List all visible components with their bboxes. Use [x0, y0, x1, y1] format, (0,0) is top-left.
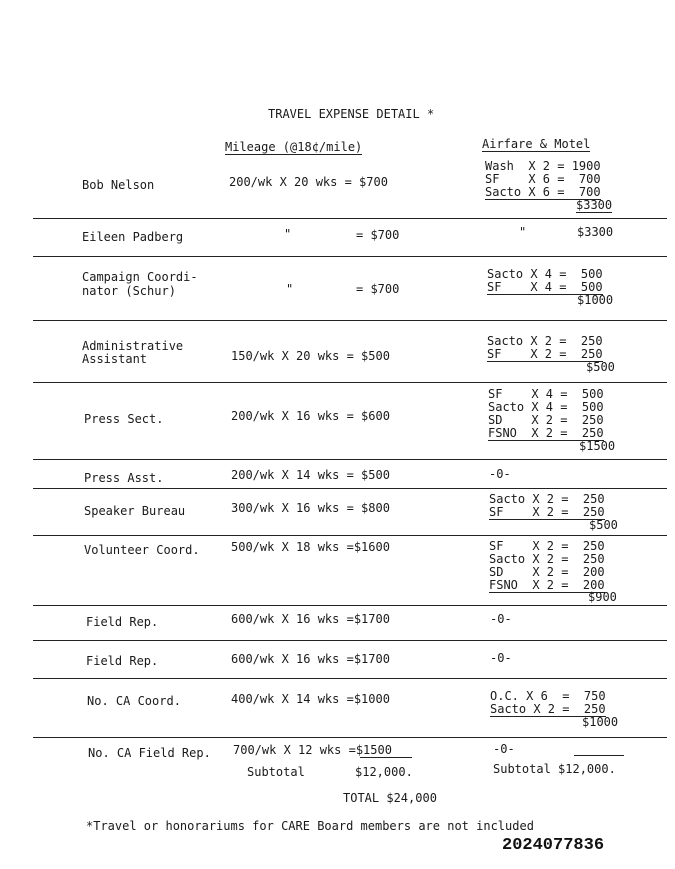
- row-divider: [33, 218, 667, 219]
- airfare-line: SD X 2 = 250: [488, 413, 604, 427]
- airfare-line: Wash X 2 = 1900: [485, 159, 601, 173]
- row-divider: [33, 320, 667, 321]
- row-divider: [33, 678, 667, 679]
- row-mileage: 200/wk X 20 wks = $700: [229, 175, 388, 189]
- row-mileage: 400/wk X 14 wks =$1000: [231, 692, 390, 706]
- airfare-line: O.C. X 6 = 750: [490, 689, 606, 703]
- airfare-none: -0-: [489, 467, 511, 481]
- row-name: Press Sect.: [84, 412, 164, 426]
- row-mileage: = $700: [356, 282, 400, 296]
- airfare-none: -0-: [493, 742, 515, 756]
- airfare-none: -0-: [490, 612, 512, 626]
- row-name: Volunteer Coord.: [84, 543, 200, 557]
- row-mileage: 150/wk X 20 wks = $500: [231, 349, 390, 363]
- ditto-mark: ": [286, 282, 294, 296]
- row-name: Bob Nelson: [82, 178, 155, 192]
- row-name: nator (Schur): [82, 284, 176, 298]
- document-title: TRAVEL EXPENSE DETAIL *: [268, 107, 435, 121]
- row-mileage: 700/wk X 12 wks =$1500: [233, 743, 392, 757]
- row-mileage: 600/wk X 16 wks =$1700: [231, 652, 390, 666]
- mileage-subtotal-label: Subtotal: [247, 765, 305, 779]
- row-name: Campaign Coordi-: [82, 270, 198, 284]
- row-name: Field Rep.: [86, 615, 159, 629]
- mileage-subtotal-underline: [360, 757, 412, 758]
- airfare-line: SF X 4 = 500: [487, 280, 603, 294]
- airfare-line: Sacto X 4 = 500: [488, 400, 604, 414]
- row-mileage: = $700: [356, 228, 400, 242]
- airfare-total: $1500: [579, 439, 616, 453]
- row-name: Assistant: [82, 352, 148, 366]
- airfare-line: SD X 2 = 200: [489, 565, 605, 579]
- mileage-header: Mileage (@18¢/mile): [225, 140, 363, 154]
- row-mileage: 500/wk X 18 wks =$1600: [231, 540, 390, 554]
- airfare-line: Sacto X 2 = 250: [489, 492, 605, 506]
- airfare-header: Airfare & Motel: [482, 137, 591, 151]
- row-divider: [33, 488, 667, 489]
- grand-total: TOTAL $24,000: [343, 791, 437, 805]
- row-name: Administrative: [82, 339, 184, 353]
- row-name: Speaker Bureau: [84, 504, 186, 518]
- airfare-line: Sacto X 2 = 250: [489, 552, 605, 566]
- airfare-line: SF X 2 = 250: [487, 347, 603, 361]
- document-serial-number: 2024077836: [502, 836, 605, 855]
- airfare-line: SF X 4 = 500: [488, 387, 604, 401]
- airfare-line: Sacto X 2 = 250: [490, 702, 606, 716]
- airfare-line: SF X 2 = 250: [489, 539, 605, 553]
- airfare-subtotal-underline: [574, 755, 624, 756]
- row-divider: [33, 535, 667, 536]
- row-mileage: 600/wk X 16 wks =$1700: [231, 612, 390, 626]
- row-name: No. CA Field Rep.: [88, 746, 211, 760]
- airfare-total: $3300: [577, 225, 614, 239]
- airfare-total: $900: [588, 590, 617, 604]
- row-divider: [33, 640, 667, 641]
- airfare-none: -0-: [490, 651, 512, 665]
- row-mileage: 200/wk X 14 wks = $500: [231, 468, 390, 482]
- airfare-line: Sacto X 4 = 500: [487, 267, 603, 281]
- row-name: Eileen Padberg: [82, 230, 184, 244]
- row-divider: [33, 382, 667, 383]
- ditto-mark: ": [284, 227, 292, 241]
- row-divider: [33, 256, 667, 257]
- airfare-line: FSNO X 2 = 200: [489, 578, 605, 592]
- row-mileage: 300/wk X 16 wks = $800: [231, 501, 390, 515]
- airfare-line: SF X 2 = 250: [489, 505, 605, 519]
- airfare-line: Sacto X 2 = 250: [487, 334, 603, 348]
- row-divider: [33, 605, 667, 606]
- row-divider: [33, 459, 667, 460]
- mileage-subtotal-value: $12,000.: [355, 765, 413, 779]
- airfare-total: $3300: [576, 198, 613, 212]
- airfare-subtotal: Subtotal $12,000.: [493, 762, 616, 776]
- airfare-line: FSNO X 2 = 250: [488, 426, 604, 440]
- airfare-total: $500: [589, 518, 618, 532]
- row-name: Press Asst.: [84, 471, 164, 485]
- row-name: Field Rep.: [86, 654, 159, 668]
- airfare-total: $500: [586, 360, 615, 374]
- airfare-line: SF X 6 = 700: [485, 172, 601, 186]
- airfare-total: $1000: [582, 715, 619, 729]
- airfare-line: Sacto X 6 = 700: [485, 185, 601, 199]
- ditto-mark: ": [519, 225, 527, 239]
- row-name: No. CA Coord.: [87, 694, 181, 708]
- footnote: *Travel or honorariums for CARE Board members are not included: [86, 819, 534, 833]
- row-divider: [33, 737, 667, 738]
- airfare-total: $1000: [577, 293, 614, 307]
- row-mileage: 200/wk X 16 wks = $600: [231, 409, 390, 423]
